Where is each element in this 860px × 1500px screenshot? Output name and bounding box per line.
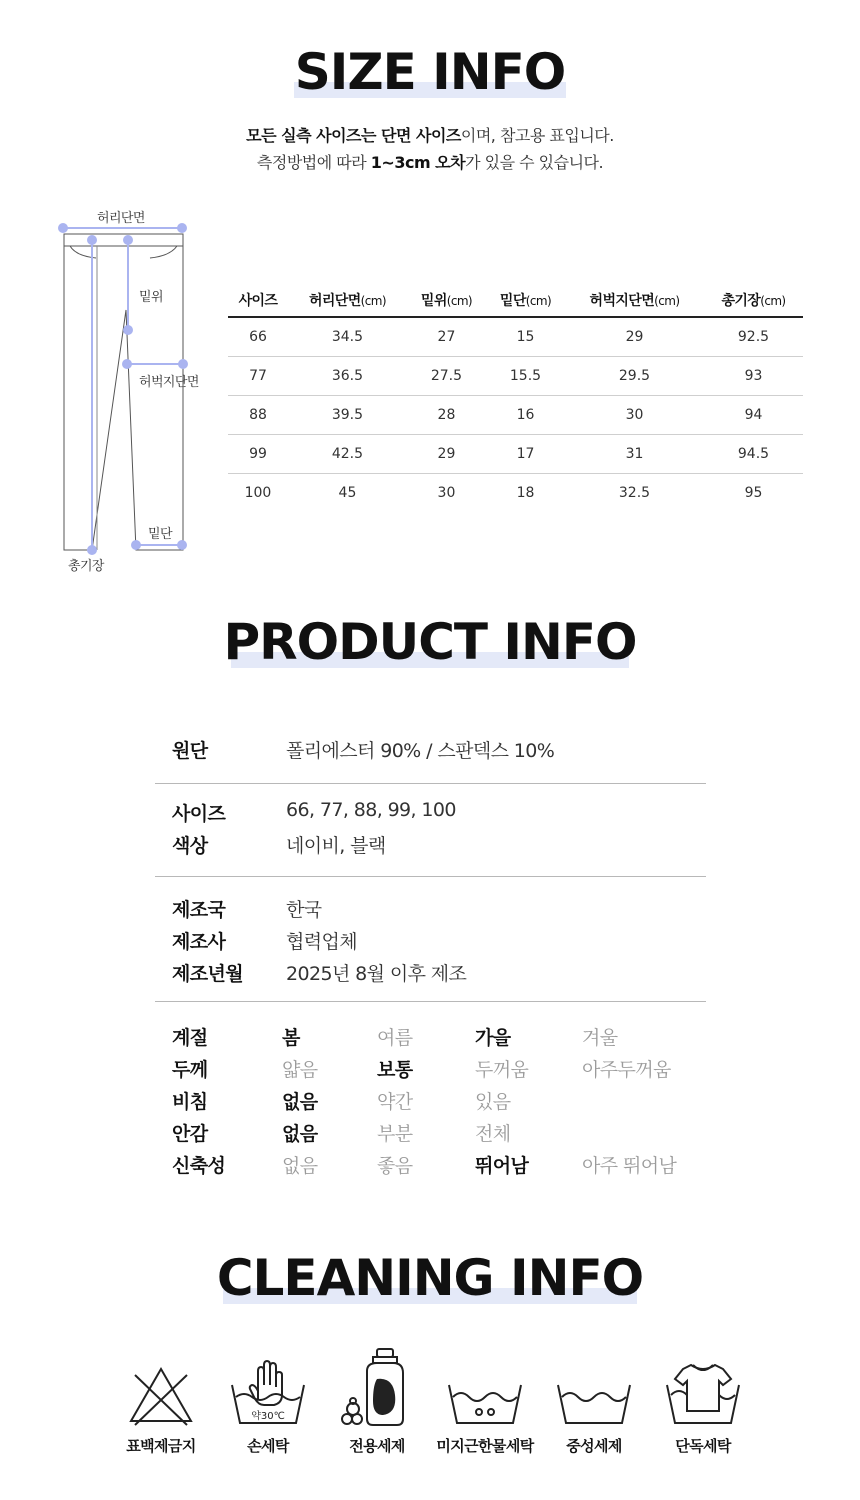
no-bleach-icon bbox=[121, 1345, 201, 1430]
care-label: 미지근한물세탁 bbox=[436, 1437, 534, 1455]
size-table bbox=[228, 283, 803, 512]
table-cell: 17 bbox=[486, 435, 565, 474]
table-cell: 93 bbox=[704, 357, 803, 396]
attr-option: 없음 bbox=[282, 1123, 318, 1145]
hand-wash-icon bbox=[228, 1345, 308, 1430]
neutral-detergent-icon bbox=[554, 1345, 634, 1430]
attr-key-sheerness: 비침 bbox=[172, 1091, 208, 1113]
col-header bbox=[407, 283, 486, 317]
col-header bbox=[486, 283, 565, 317]
table-cell: 39.5 bbox=[288, 396, 407, 435]
intro-emphasis-1: 모든 실측 사이즈는 단면 사이즈 bbox=[246, 126, 461, 145]
table-row bbox=[228, 396, 803, 435]
care-label: 표백제금지 bbox=[126, 1437, 196, 1455]
table-cell: 29 bbox=[565, 317, 704, 357]
divider bbox=[155, 1001, 706, 1002]
header-label: 허벅지단면 bbox=[589, 292, 655, 309]
pants-measurement-diagram bbox=[50, 220, 200, 560]
table-cell: 29.5 bbox=[565, 357, 704, 396]
info-key: 제조사 bbox=[172, 931, 226, 953]
separate-wash-icon bbox=[663, 1345, 743, 1430]
col-header bbox=[704, 283, 803, 317]
table-cell: 42.5 bbox=[288, 435, 407, 474]
cleaning-info-title bbox=[0, 1248, 860, 1308]
thigh-dot-right bbox=[179, 360, 187, 368]
table-row bbox=[228, 357, 803, 396]
header-label: 밑단 bbox=[499, 292, 526, 309]
divider bbox=[155, 783, 706, 784]
care-item-lukewarm-wash bbox=[425, 1345, 545, 1455]
care-item-detergent bbox=[317, 1345, 437, 1455]
attr-option: 없음 bbox=[282, 1091, 318, 1113]
table-row bbox=[228, 435, 803, 474]
info-key: 색상 bbox=[172, 835, 208, 857]
table-cell: 32.5 bbox=[618, 485, 651, 501]
intro-text-1: 이며, 참고용 표입니다. bbox=[460, 126, 614, 145]
attr-option: 봄 bbox=[282, 1027, 300, 1049]
cleaning-info-heading: CLEANING INFO bbox=[216, 1249, 644, 1307]
care-item-hand-wash bbox=[208, 1345, 328, 1455]
info-value: 네이비, 블랙 bbox=[286, 835, 386, 857]
diagram-label-hem: 밑단 bbox=[148, 527, 172, 542]
table-cell: 34.5 bbox=[288, 317, 407, 357]
table-cell: 15 bbox=[486, 317, 565, 357]
table-cell: 66 bbox=[228, 317, 288, 357]
care-label: 전용세제 bbox=[349, 1437, 405, 1455]
header-unit: (cm) bbox=[360, 293, 386, 308]
table-cell: 30 bbox=[565, 396, 704, 435]
table-cell: 27.5 bbox=[407, 357, 486, 396]
product-info-heading: PRODUCT INFO bbox=[223, 613, 637, 671]
waist-dot-right bbox=[178, 224, 186, 232]
attr-key-season: 계절 bbox=[172, 1027, 208, 1049]
thigh-dot-left bbox=[123, 360, 131, 368]
diagram-label-thigh: 허벅지단면 bbox=[139, 375, 199, 390]
header-unit: (cm) bbox=[446, 293, 473, 308]
info-key: 제조국 bbox=[172, 899, 226, 921]
header-label: 총기장 bbox=[721, 292, 761, 309]
table-cell: 92.5 bbox=[704, 317, 803, 357]
attr-option: 아주두꺼움 bbox=[582, 1059, 671, 1081]
table-cell: 99 bbox=[228, 435, 288, 474]
table-cell: 27 bbox=[407, 317, 486, 357]
header-unit: (cm) bbox=[654, 293, 680, 308]
product-info-title bbox=[0, 612, 860, 672]
info-key: 제조년월 bbox=[172, 963, 244, 985]
table-cell: 16 bbox=[486, 396, 565, 435]
info-value: 2025년 8월 이후 제조 bbox=[286, 963, 467, 985]
intro-emphasis-2: 1~3cm 오차 bbox=[370, 153, 466, 172]
hem-dot-left bbox=[132, 541, 140, 549]
info-value: 협력업체 bbox=[286, 931, 358, 953]
attr-option: 부분 bbox=[377, 1123, 413, 1145]
intro-line-2 bbox=[0, 149, 860, 176]
intro-text-2b: 가 있을 수 있습니다. bbox=[465, 153, 604, 172]
care-item-neutral-detergent bbox=[534, 1345, 654, 1455]
attr-key-lining: 안감 bbox=[172, 1123, 208, 1145]
length-dot-top bbox=[88, 236, 96, 244]
table-cell: 31 bbox=[565, 435, 704, 474]
table-cell: 28 bbox=[407, 396, 486, 435]
attr-option: 얇음 bbox=[282, 1059, 318, 1081]
right-pocket bbox=[150, 246, 177, 258]
header-label: 사이즈 bbox=[238, 292, 278, 309]
care-label: 중성세제 bbox=[566, 1437, 622, 1455]
table-row bbox=[228, 317, 803, 357]
attr-option: 뛰어남 bbox=[475, 1155, 529, 1177]
table-cell: 77 bbox=[228, 357, 288, 396]
col-header bbox=[288, 283, 407, 317]
col-header bbox=[228, 283, 288, 317]
info-value: 한국 bbox=[286, 899, 322, 921]
length-dot-bottom bbox=[88, 546, 96, 554]
info-value: 폴리에스터 90% / 스판덱스 10% bbox=[286, 740, 555, 762]
size-info-heading: SIZE INFO bbox=[294, 43, 566, 101]
table-cell: 15.5 bbox=[486, 357, 565, 396]
rise-dot-top bbox=[124, 236, 132, 244]
hem-dot-right bbox=[178, 541, 186, 549]
attr-option: 약간 bbox=[377, 1091, 413, 1113]
pants-outline bbox=[64, 246, 183, 550]
care-item-no-bleach bbox=[101, 1345, 221, 1455]
table-cell: 94.5 bbox=[704, 435, 803, 474]
diagram-label-length: 총기장 bbox=[68, 559, 104, 574]
info-key: 원단 bbox=[172, 740, 208, 762]
diagram-label-waist: 허리단면 bbox=[97, 211, 145, 226]
attr-option: 있음 bbox=[475, 1091, 511, 1113]
table-cell: 29 bbox=[407, 435, 486, 474]
size-intro bbox=[0, 122, 860, 176]
table-cell: 36.5 bbox=[288, 357, 407, 396]
intro-line-1 bbox=[0, 122, 860, 149]
attr-option: 없음 bbox=[282, 1155, 318, 1177]
attr-option: 좋음 bbox=[377, 1155, 413, 1177]
diagram-label-rise: 밑위 bbox=[139, 290, 163, 305]
lukewarm-wash-icon bbox=[445, 1345, 525, 1430]
attr-option: 아주 뛰어남 bbox=[582, 1155, 677, 1177]
care-label: 손세탁 bbox=[247, 1437, 289, 1455]
care-label: 단독세탁 bbox=[675, 1437, 731, 1455]
attr-option: 보통 bbox=[377, 1059, 413, 1081]
detergent-bottle-icon bbox=[337, 1345, 417, 1430]
header-label: 밑위 bbox=[420, 292, 447, 309]
size-table-header bbox=[228, 283, 803, 317]
attr-key-thickness: 두께 bbox=[172, 1059, 208, 1081]
attr-option: 가을 bbox=[475, 1027, 511, 1049]
table-cell: 88 bbox=[228, 396, 288, 435]
header-unit: (cm) bbox=[760, 293, 786, 308]
intro-text-2a: 측정방법에 따라 bbox=[256, 153, 371, 172]
table-cell: 95 bbox=[744, 485, 763, 501]
info-key: 사이즈 bbox=[172, 803, 226, 825]
col-header bbox=[565, 283, 704, 317]
attr-option: 두꺼움 bbox=[475, 1059, 529, 1081]
table-cell: 100 bbox=[244, 485, 272, 501]
header-unit: (cm) bbox=[525, 293, 552, 308]
table-cell: 45 bbox=[338, 485, 357, 501]
header-label: 허리단면 bbox=[308, 292, 361, 309]
attr-key-stretch: 신축성 bbox=[172, 1155, 226, 1177]
rise-dot-bottom bbox=[124, 326, 132, 334]
table-cell: 30 bbox=[437, 485, 456, 501]
table-row bbox=[228, 474, 803, 513]
care-item-separate-wash bbox=[643, 1345, 763, 1455]
table-cell: 18 bbox=[516, 485, 535, 501]
waist-dot-left bbox=[59, 224, 67, 232]
info-value: 66, 77, 88, 99, 100 bbox=[286, 799, 456, 821]
temperature-label: 약30℃ bbox=[251, 1411, 285, 1422]
divider bbox=[155, 876, 706, 877]
attr-option: 여름 bbox=[377, 1027, 413, 1049]
attr-option: 겨울 bbox=[582, 1027, 618, 1049]
attr-option: 전체 bbox=[475, 1123, 511, 1145]
table-cell: 94 bbox=[704, 396, 803, 435]
size-info-title bbox=[0, 42, 860, 102]
